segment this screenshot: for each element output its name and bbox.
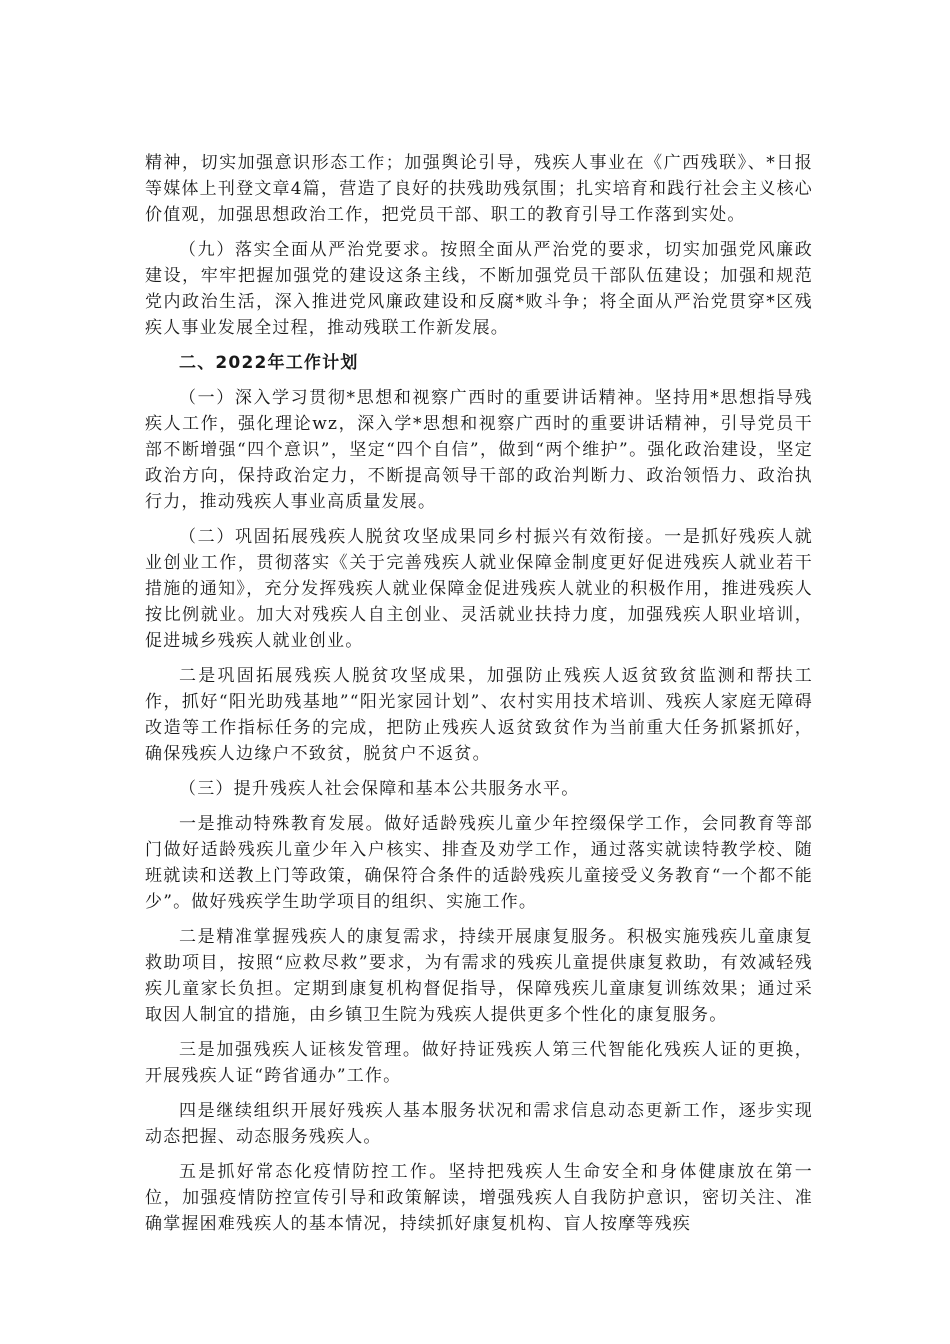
paragraph-special-education: 一是推动特殊教育发展。做好适龄残疾儿童少年控缀保学工作，会同教育等部门做好适龄残疾儿童少年入户核实、排查及劝学工作，通过落实就读特教学校、随班就读和送教上门等政策，确保符合条件的适龄残疾儿童接受义务教育“一个都不能少”。做好残疾学生助学项目的组织、实施工作。	[145, 814, 813, 912]
section-heading-2022-plan: 二、2022年工作计划	[179, 353, 359, 373]
paragraph-plan-two: （二）巩固拓展残疾人脱贫攻坚成果同乡村振兴有效衔接。一是抓好残疾人就业创业工作，贯彻落实《关于完善残疾人就业保障金制度更好促进残疾人就业若干措施的通知》，充分发挥残疾人就业保障金促进残疾人就业的积极作用，推进残疾人按比例就业。加大对残疾人自主创业、灵活就业扶持力度，加强残疾人职业培训，促进城乡残疾人就业创业。	[145, 527, 813, 651]
paragraph-plan-two-second: 二是巩固拓展残疾人脱贫攻坚成果，加强防止残疾人返贫致贫监测和帮扶工作，抓好“阳光助残基地”“阳光家园计划”、农村实用技术培训、残疾人家庭无障碍改造等工作指标任务的完成，把防止残疾人返贫致贫作为当前重大任务抓紧抓好，确保残疾人边缘户不致贫，脱贫户不返贫。	[145, 666, 813, 764]
paragraph-section-nine: （九）落实全面从严治党要求。按照全面从严治党的要求，切实加强党风廉政建设，牢牢把握加强党的建设这条主线，不断加强党员干部队伍建设；加强和规范党内政治生活，深入推进党风廉政建设和反腐*败斗争；将全面从严治党贯穿*区残疾人事业发展全过程，推动残联工作新发展。	[145, 240, 813, 338]
paragraph-ideology-work: 精神，切实加强意识形态工作；加强舆论引导，残疾人事业在《广西残联》、*日报等媒体上刊登文章4篇，营造了良好的扶残助残氛围；扎实培育和践行社会主义核心价值观，加强思想政治工作，把党员干部、职工的教育引导工作落到实处。	[145, 153, 813, 225]
paragraph-info-update: 四是继续组织开展好残疾人基本服务状况和需求信息动态更新工作，逐步实现动态把握、动态服务残疾人。	[145, 1101, 813, 1147]
paragraph-plan-three: （三）提升残疾人社会保障和基本公共服务水平。	[179, 779, 580, 799]
paragraph-rehabilitation: 二是精准掌握残疾人的康复需求，持续开展康复服务。积极实施残疾儿童康复救助项目，按照“应救尽救”要求，为有需求的残疾儿童提供康复救助，有效减轻残疾儿童家长负担。定期到康复机构督促指导，保障残疾儿童康复训练效果；通过采取因人制宜的措施，由乡镇卫生院为残疾人提供更多个性化的康复服务。	[145, 927, 813, 1025]
paragraph-epidemic-prevention: 五是抓好常态化疫情防控工作。坚持把残疾人生命安全和身体健康放在第一位，加强疫情防控宣传引导和政策解读，增强残疾人自我防护意识，密切关注、准确掌握困难残疾人的基本情况，持续抓好康复机构、盲人按摩等残疾	[145, 1162, 813, 1234]
paragraph-plan-one: （一）深入学习贯彻*思想和视察广西时的重要讲话精神。坚持用*思想指导残疾人工作，强化理论wz，深入学*思想和视察广西时的重要讲话精神，引导党员干部不断增强“四个意识”，坚定“四个自信”，做到“两个维护”。强化政治建设，坚定政治方向，保持政治定力，不断提高领导干部的政治判断力、政治领悟力、政治执行力，推动残疾人事业高质量发展。	[145, 388, 813, 512]
document-body	[145, 150, 813, 1246]
paragraph-disability-certificate: 三是加强残疾人证核发管理。做好持证残疾人第三代智能化残疾人证的更换，开展残疾人证“跨省通办”工作。	[145, 1040, 813, 1086]
